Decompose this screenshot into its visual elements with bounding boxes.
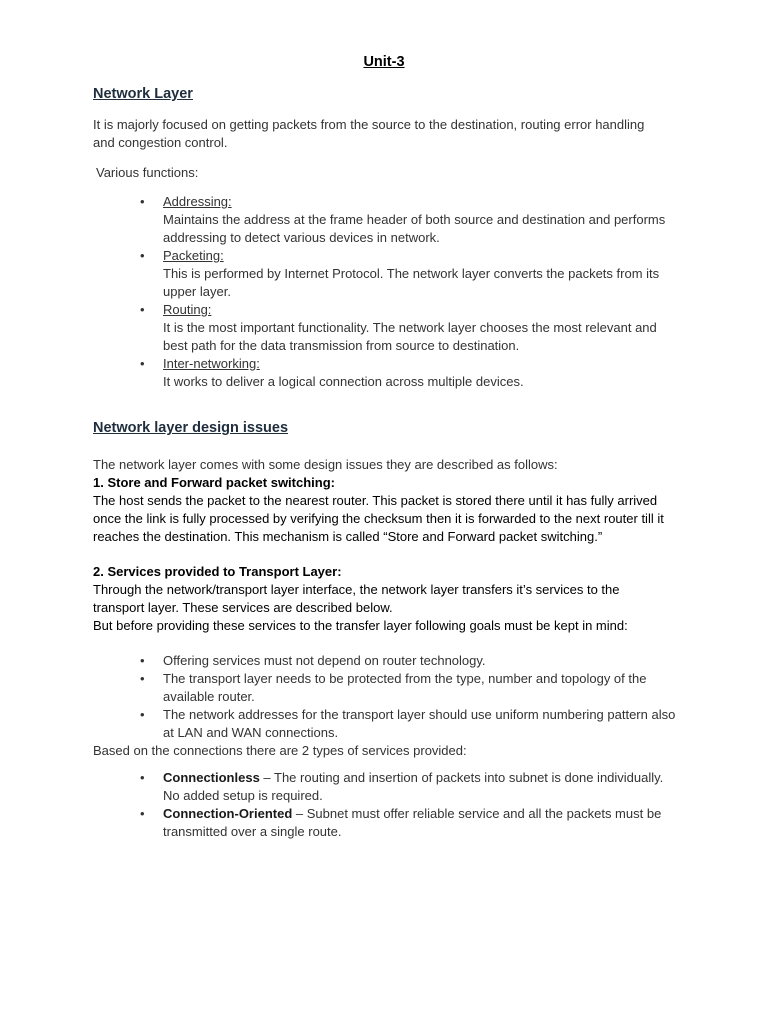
list-item	[137, 301, 682, 355]
function-name: Packeting:	[163, 248, 224, 263]
function-desc: Maintains the address at the frame header of both source and destination and performs addressing to detect various devices in network.	[163, 212, 666, 245]
service-name: Connectionless	[163, 770, 260, 785]
goal-text: The transport layer needs to be protected from the type, number and topology of the available router.	[163, 671, 647, 704]
bullet-icon: •	[140, 707, 145, 722]
various-functions-label: Various functions:	[96, 165, 199, 180]
service-desc: – The routing and insertion of packets into subnet is done individually. No added setup is required.	[163, 770, 664, 803]
bullet-icon: •	[140, 356, 145, 371]
function-name: Inter-networking:	[163, 356, 260, 371]
function-desc: This is performed by Internet Protocol. The network layer converts the packets from its upper layer.	[163, 266, 660, 299]
services-list	[137, 769, 682, 841]
function-name: Addressing:	[163, 194, 232, 209]
network-layer-intro: It is majorly focused on getting packets from the source to the destination, routing error handling and congestion control.	[93, 117, 645, 150]
services-text: Through the network/transport layer interface, the network layer transfers it’s services to the transport layer. These services are described below.	[93, 582, 620, 615]
bullet-icon: •	[140, 302, 145, 317]
section-heading-design-issues: Network layer design issues	[93, 420, 289, 436]
bullet-icon: •	[140, 671, 145, 686]
list-item	[137, 193, 682, 247]
function-desc: It works to deliver a logical connection across multiple devices.	[163, 374, 524, 389]
bullet-icon: •	[140, 248, 145, 263]
list-item	[137, 652, 682, 670]
store-forward-text: The host sends the packet to the nearest router. This packet is stored there until it has fully arrived once the link is fully processed by verifying the checksum then it is forwarded to the next router till it reaches the destination. This mechanism is called “Store and Forward packet switching.”	[93, 493, 664, 544]
goal-text: The network addresses for the transport layer should use uniform numbering pattern also at LAN and WAN connections.	[163, 707, 676, 740]
services-intro: Based on the connections there are 2 types of services provided:	[93, 743, 467, 758]
bullet-icon: •	[140, 806, 145, 821]
list-item	[137, 670, 682, 706]
services-heading: 2. Services provided to Transport Layer:	[93, 564, 342, 579]
section-heading-network-layer: Network Layer	[93, 86, 193, 102]
service-item	[163, 769, 682, 805]
list-item	[137, 355, 682, 391]
goal-text: Offering services must not depend on router technology.	[163, 653, 486, 668]
bullet-icon: •	[140, 194, 145, 209]
list-item	[137, 805, 682, 841]
design-issues-intro: The network layer comes with some design issues they are described as follows:	[93, 457, 558, 472]
bullet-icon: •	[140, 653, 145, 668]
service-item	[163, 805, 682, 841]
list-item	[137, 706, 682, 742]
goals-list	[137, 652, 682, 742]
unit-title: Unit-3	[363, 54, 405, 70]
goals-intro: But before providing these services to the transfer layer following goals must be kept in mind:	[93, 618, 628, 633]
function-desc: It is the most important functionality. The network layer chooses the most relevant and best path for the data transmission from source to destination.	[163, 320, 657, 353]
list-item	[137, 769, 682, 805]
bullet-icon: •	[140, 770, 145, 785]
function-name: Routing:	[163, 302, 212, 317]
service-desc: – Subnet must offer reliable service and all the packets must be transmitted over a single route.	[163, 806, 662, 839]
service-name: Connection-Oriented	[163, 806, 293, 821]
list-item	[137, 247, 682, 301]
functions-list	[137, 193, 682, 391]
store-forward-heading: 1. Store and Forward packet switching:	[93, 475, 335, 490]
